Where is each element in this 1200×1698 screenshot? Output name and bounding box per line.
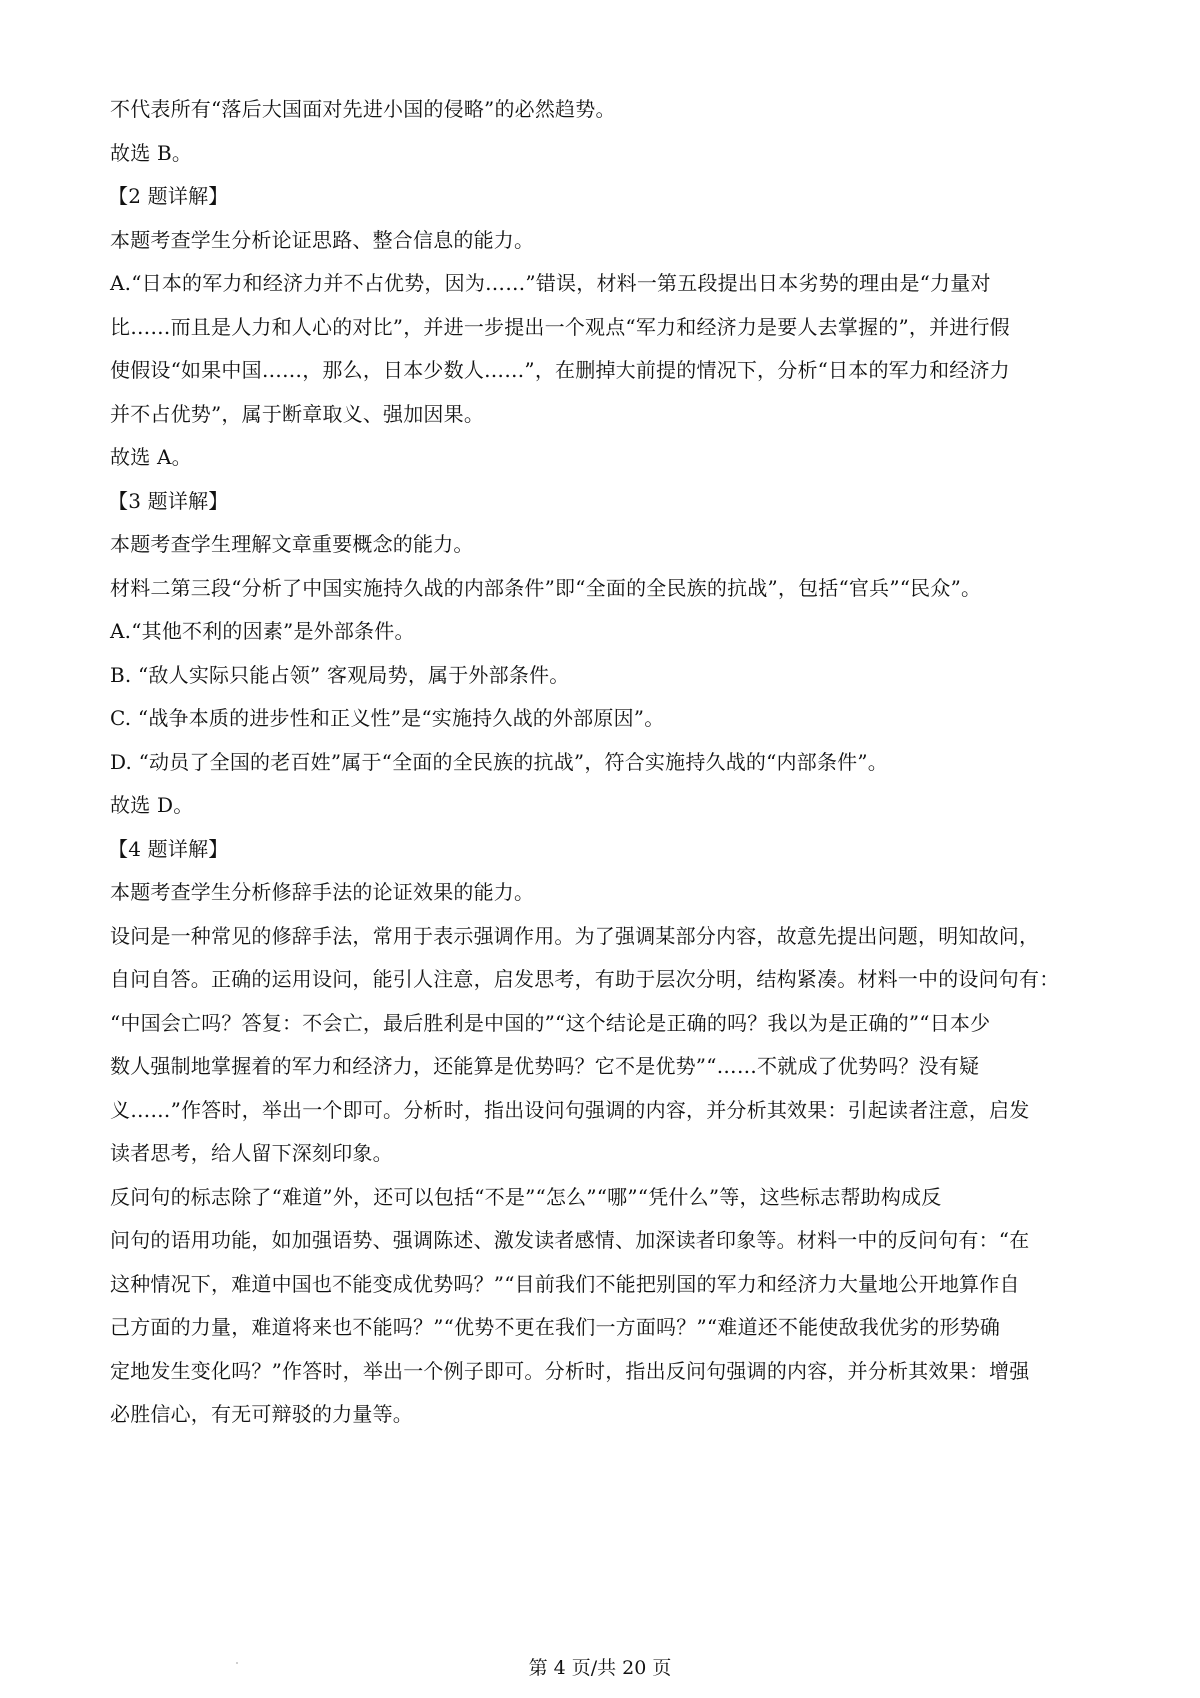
option-line: C. “战争本质的进步性和正义性”是“实施持久战的外部原因”。	[110, 706, 665, 730]
text-line: 必胜信心，有无可辩驳的力量等。	[110, 1402, 413, 1426]
text-line: 比……而且是人力和人心的对比”，并进一步提出一个观点“军力和经济力是要人去掌握的”，并进行假	[110, 315, 1010, 339]
section-heading: 【4 题详解】	[108, 837, 229, 861]
option-line: B. “敌人实际只能占领” 客观局势，属于外部条件。	[110, 663, 570, 687]
text-line: 义……”作答时，举出一个即可。分析时，指出设问句强调的内容，并分析其效果：引起读者注意，启发	[110, 1098, 1030, 1122]
text-line: 问句的语用功能，如加强语势、强调陈述、激发读者感情、加深读者印象等。材料一中的反问句有：“在	[110, 1228, 1030, 1252]
text-line: 数人强制地掌握着的军力和经济力，还能算是优势吗？它不是优势”“……不就成了优势吗？没有疑	[110, 1054, 980, 1078]
text-line: 己方面的力量，难道将来也不能吗？”“优势不更在我们一方面吗？”“难道还不能使敌我优劣的形势确	[110, 1315, 1001, 1339]
text-line: 读者思考，给人留下深刻印象。	[110, 1141, 393, 1165]
answer-line: 故选 B。	[110, 141, 193, 165]
text-line: 定地发生变化吗？”作答时，举出一个例子即可。分析时，指出反问句强调的内容，并分析其效果：增强	[110, 1359, 1030, 1383]
text-line: 本题考查学生理解文章重要概念的能力。	[110, 532, 474, 556]
option-line: D. “动员了全国的老百姓”属于“全面的全民族的抗战”，符合实施持久战的“内部条件”。	[110, 750, 888, 774]
text-line: “中国会亡吗？答复：不会亡，最后胜利是中国的”“这个结论是正确的吗？我以为是正确的”“日本少	[110, 1011, 991, 1035]
text-line: 材料二第三段“分析了中国实施持久战的内部条件”即“全面的全民族的抗战”，包括“官兵”“民众”。	[110, 576, 982, 600]
text-line: 设问是一种常见的修辞手法，常用于表示强调作用。为了强调某部分内容，故意先提出问题，明知故问，	[110, 924, 1040, 948]
text-line: 反问句的标志除了“难道”外，还可以包括“不是”“怎么”“哪”“凭什么”等，这些标志帮助构成反	[110, 1185, 942, 1209]
page-number-footer: 第 4 页/共 20 页	[528, 1657, 672, 1679]
section-heading: 【2 题详解】	[108, 184, 229, 208]
text-line: 自问自答。正确的运用设问，能引人注意，启发思考，有助于层次分明，结构紧凑。材料一中的设问句有：	[110, 967, 1060, 991]
text-line: A.“日本的军力和经济力并不占优势，因为……”错误，材料一第五段提出日本劣势的理由是“力量对	[110, 271, 991, 295]
text-line: 这种情况下，难道中国也不能变成优势吗？”“目前我们不能把别国的军力和经济力大量地公开地算作自	[110, 1272, 1020, 1296]
text-line: 并不占优势”，属于断章取义、强加因果。	[110, 402, 485, 426]
answer-line: 故选 D。	[110, 793, 194, 817]
option-line: A.“其他不利的因素”是外部条件。	[110, 619, 415, 643]
answer-line: 故选 A。	[110, 445, 192, 469]
text-line: 本题考查学生分析论证思路、整合信息的能力。	[110, 228, 535, 252]
text-line: 本题考查学生分析修辞手法的论证效果的能力。	[110, 880, 535, 904]
text-line: 不代表所有“落后大国面对先进小国的侵略”的必然趋势。	[110, 97, 616, 121]
section-heading: 【3 题详解】	[108, 489, 229, 513]
text-line: 使假设“如果中国……，那么，日本少数人……”，在删掉大前提的情况下，分析“日本的军力和经济力	[110, 358, 1010, 382]
